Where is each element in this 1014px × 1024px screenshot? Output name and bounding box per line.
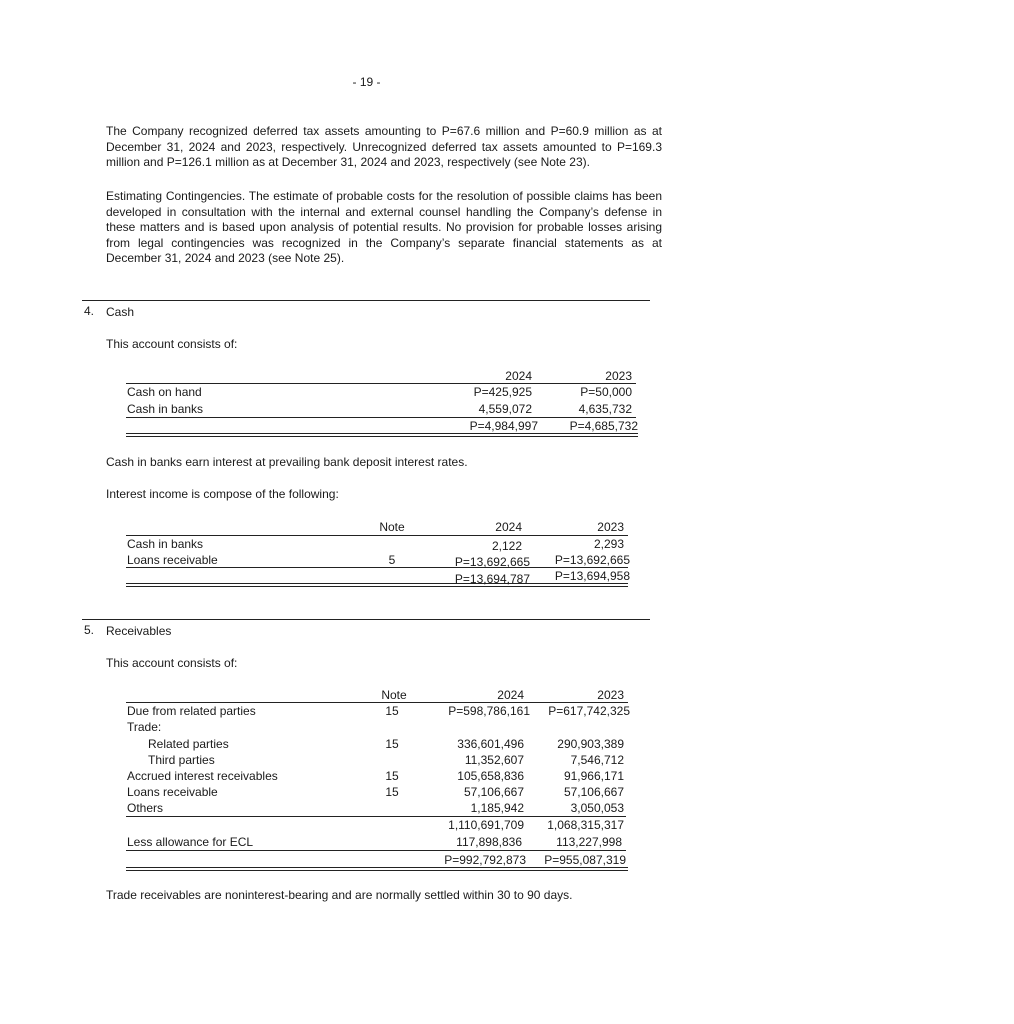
column-header-note: Note	[381, 688, 407, 702]
column-header-2023: 2023	[597, 688, 624, 702]
section-number: 4.	[84, 304, 95, 318]
total-double-rule	[126, 867, 628, 871]
column-header-note: Note	[379, 520, 405, 534]
value-2024: 117,898,836	[456, 835, 522, 849]
row-label: Accrued interest receivables	[127, 769, 278, 783]
total-2024: P=4,984,997	[469, 419, 538, 433]
page-number: - 19 -	[352, 75, 381, 89]
value-2023: 3,050,053	[570, 801, 624, 815]
subtotal-rule	[126, 417, 636, 418]
section-intro: This account consists of:	[106, 656, 238, 670]
column-header-2024: 2024	[497, 688, 524, 702]
section-divider	[82, 300, 650, 301]
value-2023: 2,293	[593, 537, 624, 551]
value-2023: 113,227,998	[556, 835, 622, 849]
row-note: 5	[388, 553, 396, 567]
value-2024: 105,658,836	[457, 769, 524, 783]
row-label: Cash in banks	[127, 402, 204, 416]
section-divider	[82, 619, 650, 620]
row-label: Less allowance for ECL	[127, 835, 254, 849]
row-label: Cash on hand	[127, 385, 202, 399]
value-2024: 4,559,072	[478, 402, 532, 416]
value-2024: 336,601,496	[457, 737, 524, 751]
total-double-rule	[126, 583, 628, 587]
total-2023: P=13,694,958	[554, 569, 630, 583]
total-double-rule	[126, 433, 638, 437]
row-label: Cash in banks	[127, 537, 204, 551]
column-header-2023: 2023	[605, 369, 632, 383]
value-2023: P=50,000	[580, 385, 632, 399]
header-rule	[126, 702, 628, 703]
value-2023: 7,546,712	[570, 753, 624, 767]
value-2023: 91,966,171	[563, 769, 624, 783]
value-2023: 290,903,389	[557, 737, 624, 751]
value-2023: 4,635,732	[578, 402, 632, 416]
interest-intro: Interest income is compose of the following:	[106, 487, 339, 501]
header-rule	[126, 535, 628, 536]
header-rule	[126, 383, 636, 384]
section-title: Cash	[106, 305, 135, 319]
total-2023: P=4,685,732	[569, 419, 638, 433]
subtotal-2023: 1,068,315,317	[547, 818, 624, 832]
section-intro: This account consists of:	[106, 337, 238, 351]
value-2024: P=425,925	[473, 385, 532, 399]
interest-note: Cash in banks earn interest at prevailing bank deposit interest rates.	[106, 455, 468, 469]
subtotal-rule	[126, 567, 628, 568]
value-2024: 2,122	[491, 539, 522, 553]
section-number: 5.	[84, 623, 95, 637]
allowance-rule	[126, 850, 626, 851]
value-2024: 57,106,667	[463, 785, 524, 799]
column-header-2024: 2024	[505, 369, 532, 383]
value-2023: 57,106,667	[563, 785, 624, 799]
row-note: 15	[385, 737, 399, 751]
row-note: 15	[385, 785, 399, 799]
column-header-2023: 2023	[597, 520, 624, 534]
value-2023: P=13,692,665	[554, 553, 630, 567]
others-rule	[126, 816, 626, 817]
row-label: Loans receivable	[127, 785, 218, 799]
row-label: Others	[127, 801, 164, 815]
value-2024: P=598,786,161	[448, 704, 530, 718]
total-2024: P=992,792,873	[444, 853, 526, 867]
row-note: 15	[385, 769, 399, 783]
row-note: 15	[385, 704, 399, 718]
row-label: Third parties	[148, 753, 215, 767]
contingencies-paragraph: Estimating Contingencies. The estimate of probable costs for the resolution of possible claims has been developed in consultation with the internal and external counsel handling the Company’s defense in these matters and is based upon analysis of potential results. No provision for probable losses arising from legal contingencies was recognized in the Company’s separate financial statements as at December 31, 2024 and 2023 (see Note 25).	[106, 189, 662, 265]
subtotal-2024: 1,110,691,709	[448, 818, 524, 832]
total-2023: P=955,087,319	[544, 853, 626, 867]
value-2024: P=13,692,665	[454, 555, 530, 569]
receivables-footnote: Trade receivables are noninterest-bearing and are normally settled within 30 to 90 days.	[106, 888, 573, 902]
row-label: Related parties	[148, 737, 229, 751]
value-2024: 11,352,607	[464, 753, 524, 767]
section-title: Receivables	[106, 624, 172, 638]
deferred-tax-paragraph: The Company recognized deferred tax assets amounting to P=67.6 million and P=60.9 million as at December 31, 2024 and 2023, respectively. Unrecognized deferred tax assets amounted to P=169.3 million and P=126.1 million as at December 31, 2024 and 2023, respectively (see Note 23).	[106, 124, 662, 169]
row-label: Trade:	[127, 720, 162, 734]
row-label: Due from related parties	[127, 704, 256, 718]
column-header-2024: 2024	[495, 520, 522, 534]
value-2024: 1,185,942	[470, 801, 524, 815]
row-label: Loans receivable	[127, 553, 218, 567]
value-2023: P=617,742,325	[548, 704, 630, 718]
total-2024: P=13,694,787	[454, 572, 530, 586]
